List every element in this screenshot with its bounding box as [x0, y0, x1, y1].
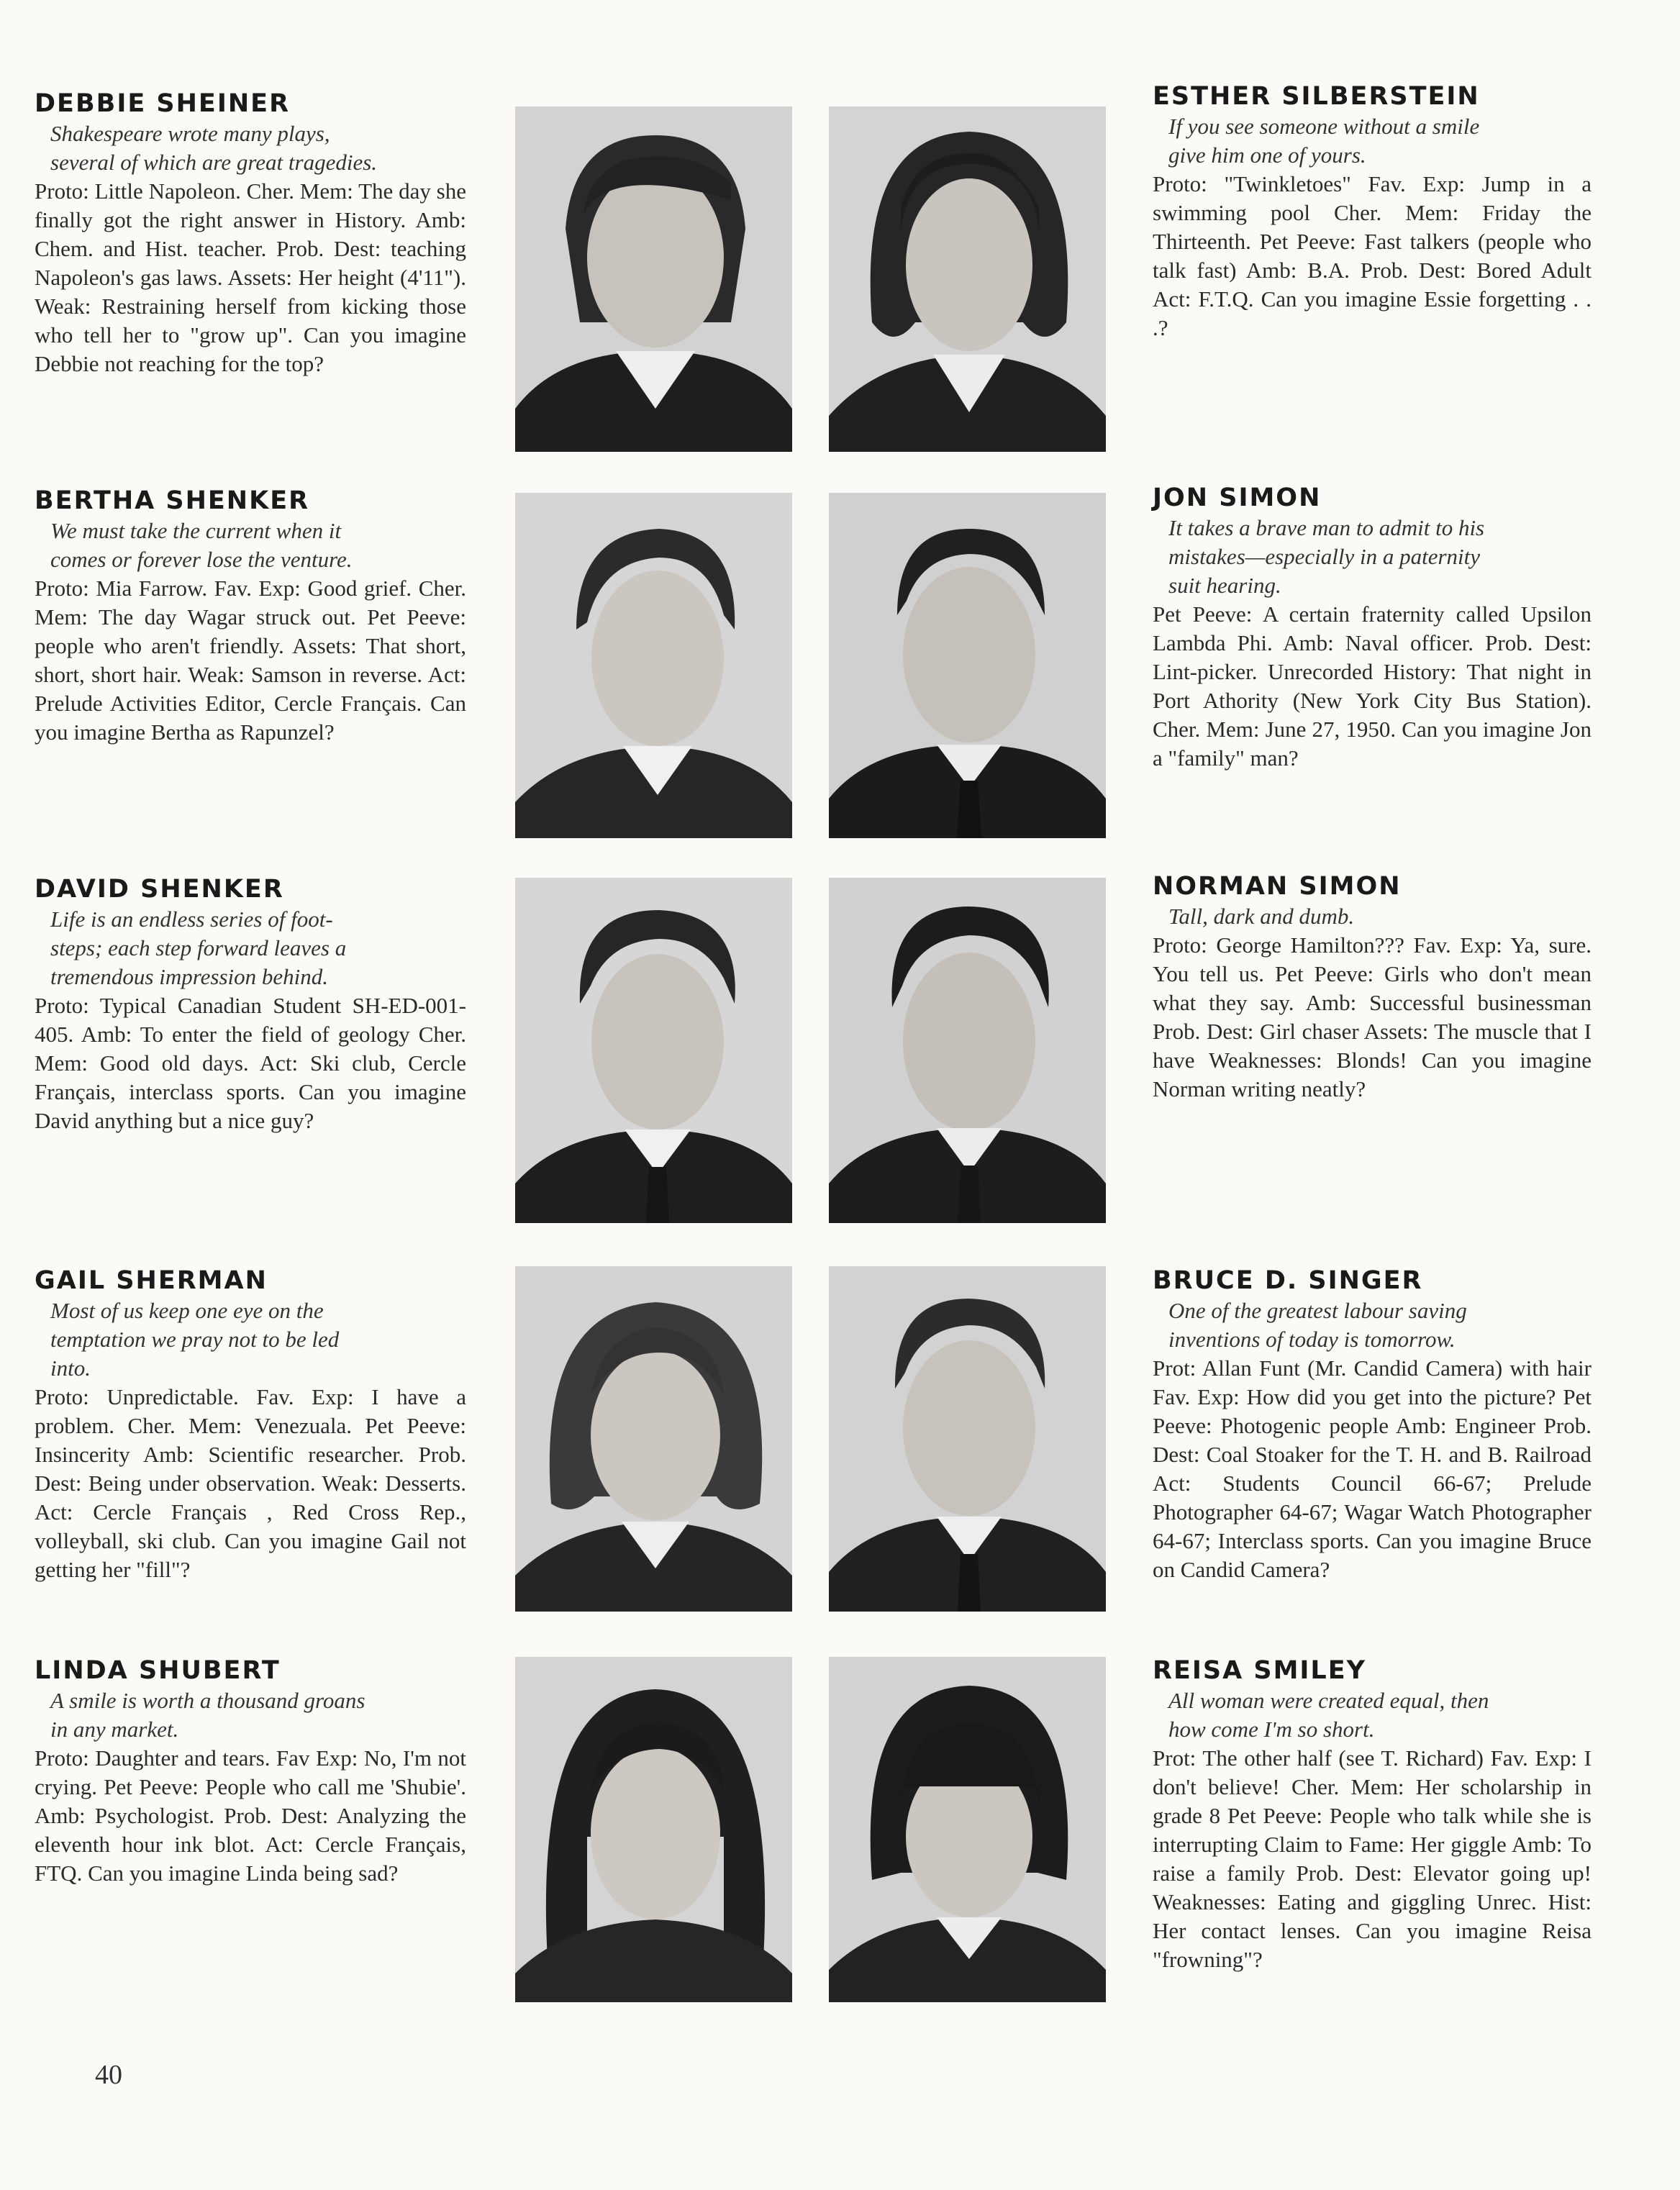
student-quote [35, 905, 466, 991]
student-bio: Proto: Unpredictable. Fav. Exp: I have a problem. Cher. Mem: Venezuala. Pet Peeve: Insincerity Amb: Scientific researcher. Prob. Dest: Being under observation. Weak: Desserts. Act: Cercle Français , Red Cross Rep., volleyball, ski club. Can you imagine Gail not getting her "fill"? [35, 1384, 466, 1582]
quote-line: mistakes—especially in a paternity [1168, 544, 1481, 569]
student-quote [1153, 1296, 1592, 1354]
quote-line: how come I'm so short. [1168, 1717, 1375, 1742]
entry-jon-simon [1153, 482, 1592, 773]
student-name: REISA SMILEY [1153, 1656, 1366, 1685]
entry-gail-sherman [35, 1265, 466, 1584]
student-quote [1153, 112, 1592, 170]
portrait-photo-norman-simon [829, 878, 1106, 1223]
student-quote [35, 119, 466, 177]
quote-line: steps; each step forward leaves a [50, 935, 347, 960]
quote-line: Shakespeare wrote many plays, [50, 121, 330, 146]
portrait-photo-debbie-sheiner [515, 106, 792, 452]
quote-line: in any market. [50, 1717, 179, 1742]
student-name: ESTHER SILBERSTEIN [1153, 82, 1480, 111]
quote-line: Most of us keep one eye on the [50, 1298, 324, 1323]
quote-line: One of the greatest labour saving [1168, 1298, 1467, 1323]
portrait-photo-jon-simon [829, 493, 1106, 838]
student-bio: Proto: "Twinkletoes" Fav. Exp: Jump in a swimming pool Cher. Mem: Friday the Thirteenth. Pet Peeve: Fast talkers (people who talk fast) Amb: B.A. Prob. Dest: Bored Adult Act: F.T.Q. Can you imagine Essie forgetting . . .? [1153, 171, 1592, 340]
entry-linda-shubert [35, 1655, 466, 1888]
portrait-photo-esther-silberstein [829, 106, 1106, 452]
entry-debbie-sheiner [35, 88, 466, 378]
student-bio: Proto: Mia Farrow. Fav. Exp: Good grief. Cher. Mem: The day Wagar struck out. Pet Peeve: people who aren't friendly. Assets: That short, short, short hair. Weak: Samson in reverse. Act: Prelude Activities Editor, Cercle Français. Can you imagine Bertha as Rapunzel? [35, 576, 466, 745]
quote-line: Tall, dark and dumb. [1168, 904, 1355, 929]
student-name: JON SIMON [1153, 483, 1322, 512]
entry-reisa-smiley [1153, 1655, 1592, 1974]
student-name: DEBBIE SHEINER [35, 89, 291, 118]
quote-line: It takes a brave man to admit to his [1168, 515, 1485, 540]
portrait-photo-linda-shubert [515, 1657, 792, 2002]
entry-esther-silberstein [1153, 81, 1592, 342]
student-quote [1153, 1686, 1592, 1744]
entry-david-shenker [35, 873, 466, 1135]
portrait-photo-david-shenker [515, 878, 792, 1223]
quote-line: We must take the current when it [50, 518, 342, 543]
student-name: LINDA SHUBERT [35, 1656, 281, 1685]
student-bio: Proto: Typical Canadian Student SH-ED-001-405. Amb: To enter the field of geology Cher. Mem: Good old days. Act: Ski club, Cercle Français, interclass sports. Can you imagine David anything but a nice guy? [35, 993, 466, 1133]
page-number: 40 [95, 2060, 122, 2090]
student-bio: Prot: Allan Funt (Mr. Candid Camera) with hair Fav. Exp: How did you get into the picture? Pet Peeve: Photogenic people Amb: Engineer Prob. Dest: Coal Stoaker for the T. H. and B. Railroad Act: Students Council 66-67; Prelude Photographer 64-67; Wagar Watch Photographer 64-67; Interclass sports. Can you imagine Bruce on Candid Camera? [1153, 1355, 1592, 1582]
student-bio: Proto: Daughter and tears. Fav Exp: No, I'm not crying. Pet Peeve: People who call me 'Shubie'. Amb: Psychologist. Prob. Dest: Analyzing the eleventh hour ink blot. Act: Cercle Français, FTQ. Can you imagine Linda being sad? [35, 1745, 466, 1886]
student-quote [35, 517, 466, 574]
portrait-photo-reisa-smiley [829, 1657, 1106, 2002]
quote-line: If you see someone without a smile [1168, 114, 1480, 139]
student-quote [35, 1296, 466, 1383]
student-name: GAIL SHERMAN [35, 1266, 268, 1295]
quote-line: temptation we pray not to be led [50, 1327, 340, 1352]
student-bio: Pet Peeve: A certain fraternity called Upsilon Lambda Phi. Amb: Naval officer. Prob. Dest: Lint-picker. Unrecorded History: That night in Port Athority (New York City Bus Station). Cher. Mem: June 27, 1950. Can you imagine Jon a "family" man? [1153, 601, 1592, 771]
portrait-photo-bertha-shenker [515, 493, 792, 838]
portrait-photo-bruce-singer [829, 1266, 1106, 1612]
quote-line: comes or forever lose the venture. [50, 547, 353, 572]
entry-bertha-shenker [35, 485, 466, 747]
quote-line: into. [50, 1355, 91, 1381]
quote-line: Life is an endless series of foot- [50, 907, 333, 932]
student-name: BRUCE D. SINGER [1153, 1266, 1423, 1295]
student-bio: Prot: The other half (see T. Richard) Fav. Exp: I don't believe! Cher. Mem: Her scholarship in grade 8 Pet Peeve: People who talk while she is interrupting Claim to Fame: Her giggle Amb: To raise a family Prob. Dest: Elevator going up! Weaknesses: Eating and giggling Unrec. Hist: Her contact lenses. Can you imagine Reisa "frowning"? [1153, 1745, 1592, 1972]
quote-line: suit hearing. [1168, 573, 1281, 598]
entry-norman-simon [1153, 871, 1592, 1104]
student-name: BERTHA SHENKER [35, 486, 310, 515]
quote-line: inventions of today is tomorrow. [1168, 1327, 1456, 1352]
quote-line: A smile is worth a thousand groans [50, 1688, 365, 1713]
student-name: DAVID SHENKER [35, 875, 284, 904]
student-bio: Proto: George Hamilton??? Fav. Exp: Ya, sure. You tell us. Pet Peeve: Girls who don't mean what they say. Amb: Successful businessman Prob. Dest: Girl chaser Assets: The muscle that I have Weaknesses: Blonds! Can you imagine Norman writing neatly? [1153, 932, 1592, 1101]
entry-bruce-singer [1153, 1265, 1592, 1584]
student-name: NORMAN SIMON [1153, 872, 1402, 901]
student-bio: Proto: Little Napoleon. Cher. Mem: The day she finally got the right answer in History. Amb: Chem. and Hist. teacher. Prob. Dest: teaching Napoleon's gas laws. Assets: Her height (4'11"). Weak: Restraining herself from kicking those who tell her to "grow up". Can you imagine Debbie not reaching for the top? [35, 178, 466, 376]
portrait-photo-gail-sherman [515, 1266, 792, 1612]
student-quote [1153, 514, 1592, 600]
quote-line: give him one of yours. [1168, 142, 1366, 168]
quote-line: All woman were created equal, then [1168, 1688, 1489, 1713]
quote-line: tremendous impression behind. [50, 964, 329, 989]
quote-line: several of which are great tragedies. [50, 150, 378, 175]
student-quote [1153, 902, 1592, 931]
student-quote [35, 1686, 466, 1744]
